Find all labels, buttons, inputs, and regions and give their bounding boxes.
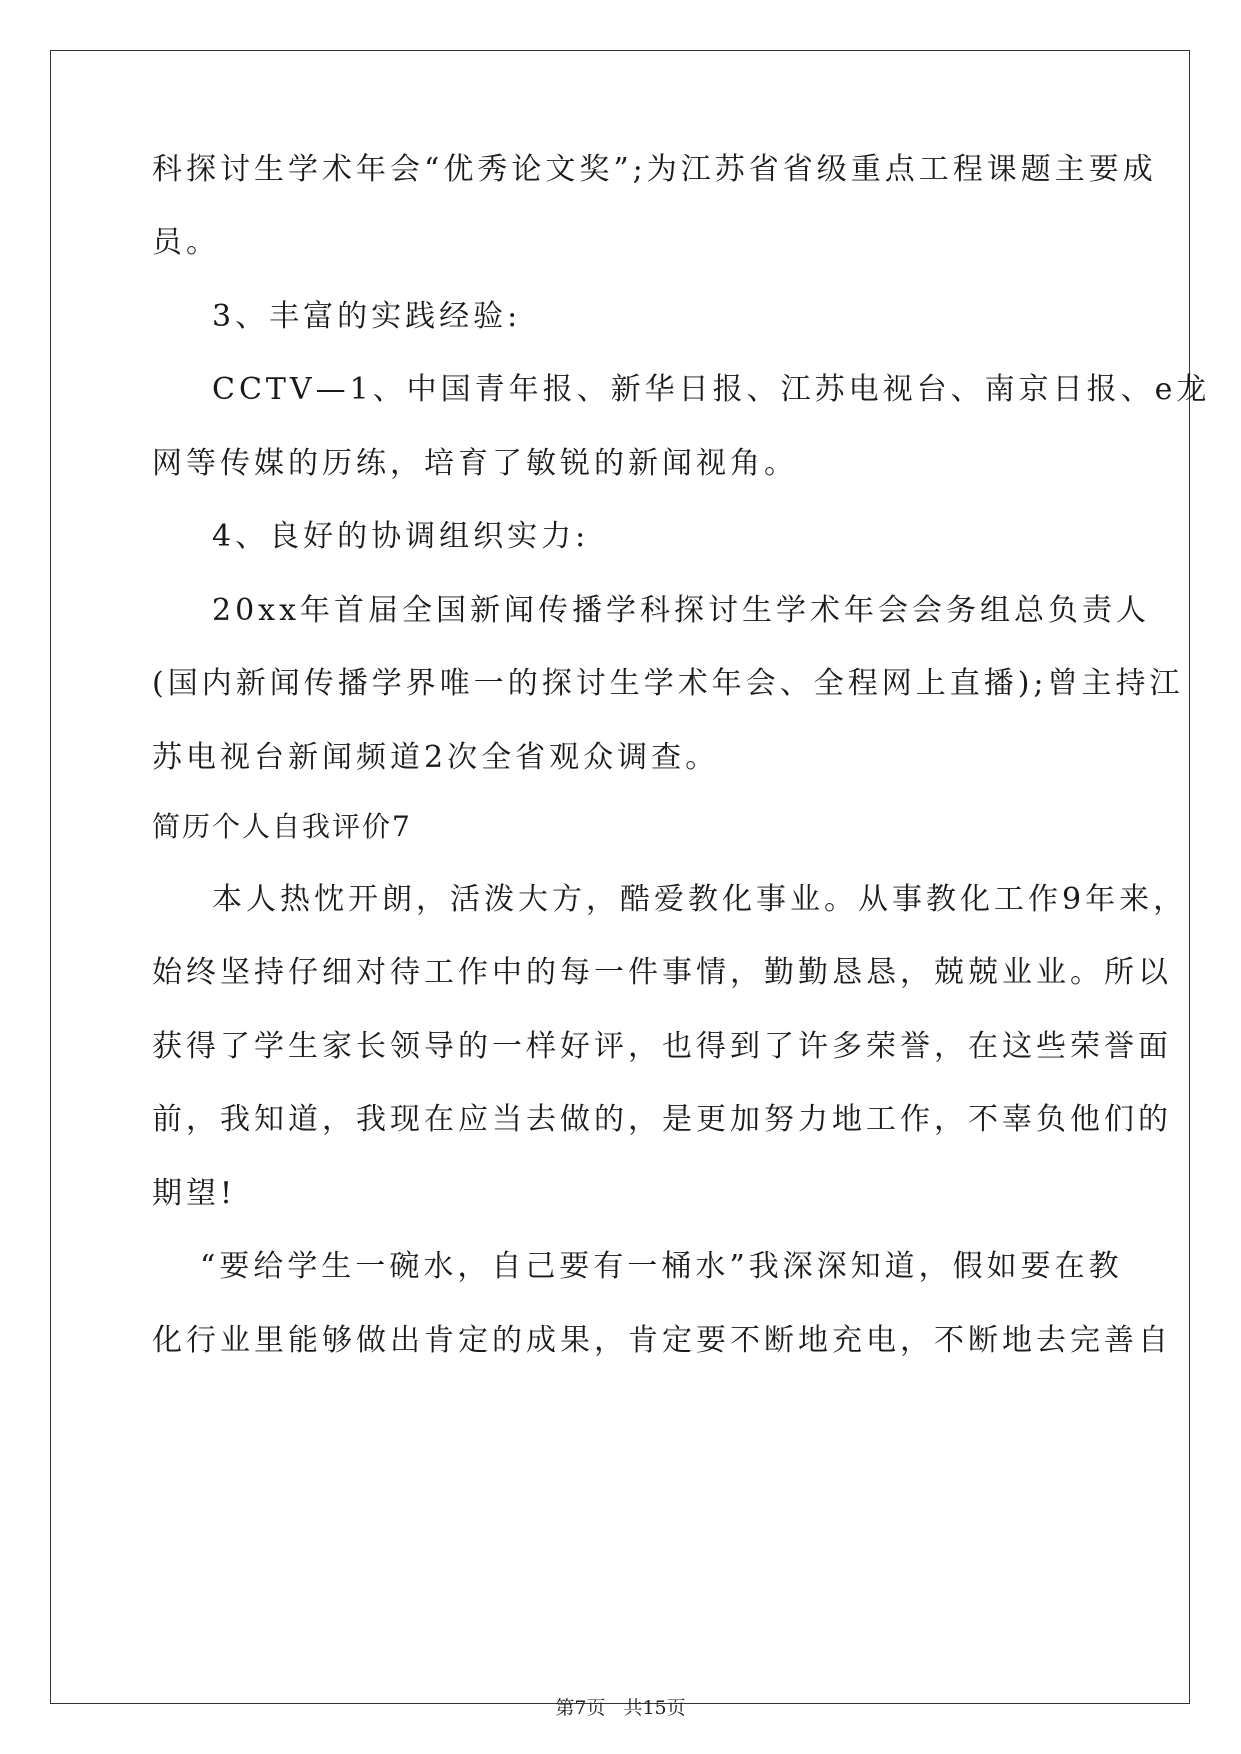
paragraph-line: 员。 bbox=[152, 225, 220, 260]
paragraph-line: “要给学生一碗水，自己要有一桶水”我深深知道，假如要在教 bbox=[200, 1249, 1123, 1284]
paragraph-line: 获得了学生家长领导的一样好评，也得到了许多荣誉，在这些荣誉面 bbox=[152, 1029, 1172, 1064]
list-item-title: 4、良好的协调组织实力: bbox=[212, 519, 590, 554]
paragraph-line: CCTV—1、中国青年报、新华日报、江苏电视台、南京日报、e龙 bbox=[212, 372, 1211, 407]
paragraph-line: 前，我知道，我现在应当去做的，是更加努力地工作，不辜负他们的 bbox=[152, 1102, 1172, 1137]
page-number: 第7页 bbox=[555, 1697, 606, 1719]
paragraph-line: 苏电视台新闻频道2次全省观众调查。 bbox=[152, 740, 720, 775]
page-total: 共15页 bbox=[623, 1697, 686, 1719]
paragraph-line: 20xx年首届全国新闻传播学科探讨生学术年会会务组总负责人 bbox=[212, 593, 1151, 628]
page-footer bbox=[0, 1696, 1241, 1720]
paragraph-line: 网等传媒的历练，培育了敏锐的新闻视角。 bbox=[152, 446, 798, 481]
paragraph-line: 期望! bbox=[152, 1176, 237, 1211]
list-item-title: 3、丰富的实践经验: bbox=[212, 299, 522, 334]
section-heading: 简历个人自我评价7 bbox=[152, 810, 412, 843]
paragraph-line: 化行业里能够做出肯定的成果，肯定要不断地充电，不断地去完善自 bbox=[152, 1323, 1172, 1358]
paragraph-line: (国内新闻传播学界唯一的探讨生学术年会、全程网上直播);曾主持江 bbox=[152, 666, 1184, 701]
paragraph-line: 科探讨生学术年会“优秀论文奖”;为江苏省省级重点工程课题主要成 bbox=[152, 152, 1157, 187]
paragraph-line: 始终坚持仔细对待工作中的每一件事情，勤勤恳恳，兢兢业业。所以 bbox=[152, 955, 1172, 990]
paragraph-line: 本人热忱开朗，活泼大方，酷爱教化事业。从事教化工作9年来， bbox=[212, 882, 1188, 917]
